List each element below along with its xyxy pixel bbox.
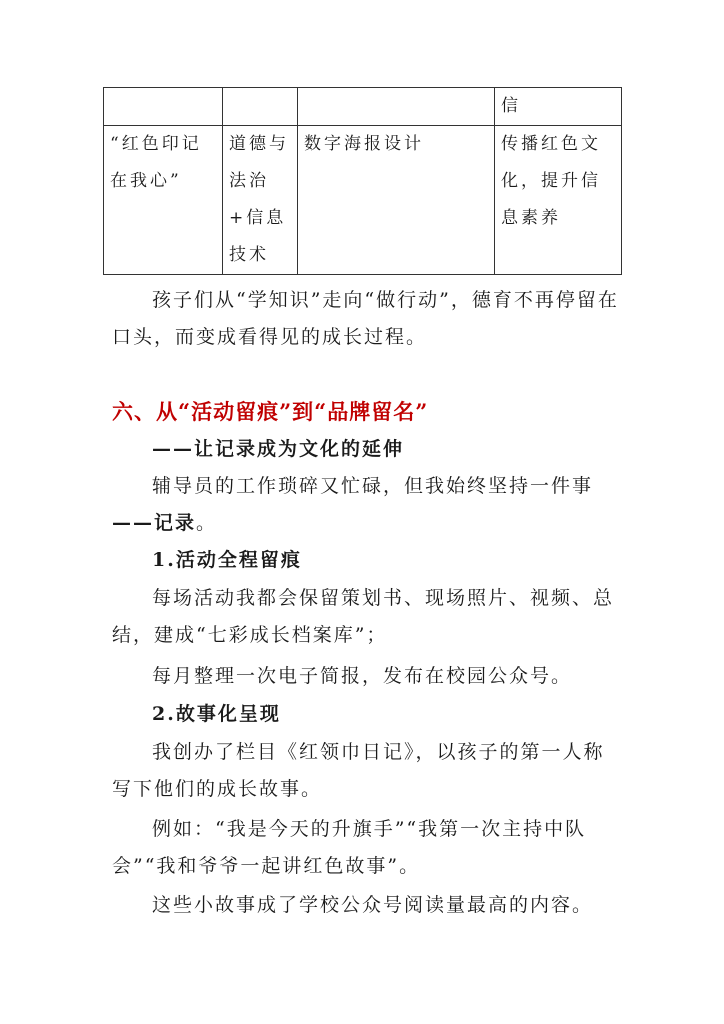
table-cell: “红色印记在我心” xyxy=(104,126,223,275)
section-subtitle: ——让记录成为文化的延伸 xyxy=(152,438,405,460)
paragraph: 这些小故事成了学校公众号阅读量最高的内容。 xyxy=(152,894,594,916)
paragraph: 例如：“我是今天的升旗手”“我第一次主持中队会”“我和爷爷一起讲红色故事”。 xyxy=(112,818,587,877)
table-cell: 数字海报设计 xyxy=(298,126,495,275)
emphasis-text: ——记录 xyxy=(112,512,197,534)
table-row xyxy=(104,88,622,126)
table-cell: 信 xyxy=(495,88,622,126)
table-cell xyxy=(223,88,298,126)
table-cell xyxy=(298,88,495,126)
item-heading: 2.故事化呈现 xyxy=(152,703,281,725)
activity-table xyxy=(103,87,622,275)
paragraph: 每场活动我都会保留策划书、现场照片、视频、总结，建成“七彩成长档案库”； xyxy=(112,587,615,646)
punctuation: 。 xyxy=(196,512,218,534)
table-cell: 道德与法治+信息技术 xyxy=(223,126,298,275)
item-heading: 1.活动全程留痕 xyxy=(152,549,302,571)
table-cell xyxy=(104,88,223,126)
paragraph-text: 辅导员的工作琐碎又忙碌，但我始终坚持一件事 xyxy=(152,475,594,497)
table-row xyxy=(104,126,622,275)
paragraph: 每月整理一次电子简报，发布在校园公众号。 xyxy=(152,665,573,687)
paragraph: 我创办了栏目《红领巾日记》，以孩子的第一人称写下他们的成长故事。 xyxy=(112,741,605,800)
paragraph xyxy=(112,468,622,542)
paragraph: 孩子们从“学知识”走向“做行动”，德育不再停留在口头，而变成看得见的成长过程。 xyxy=(112,289,619,348)
section-title: 六、从“活动留痕”到“品牌留名” xyxy=(112,399,429,424)
table-cell: 传播红色文化，提升信息素养 xyxy=(495,126,622,275)
